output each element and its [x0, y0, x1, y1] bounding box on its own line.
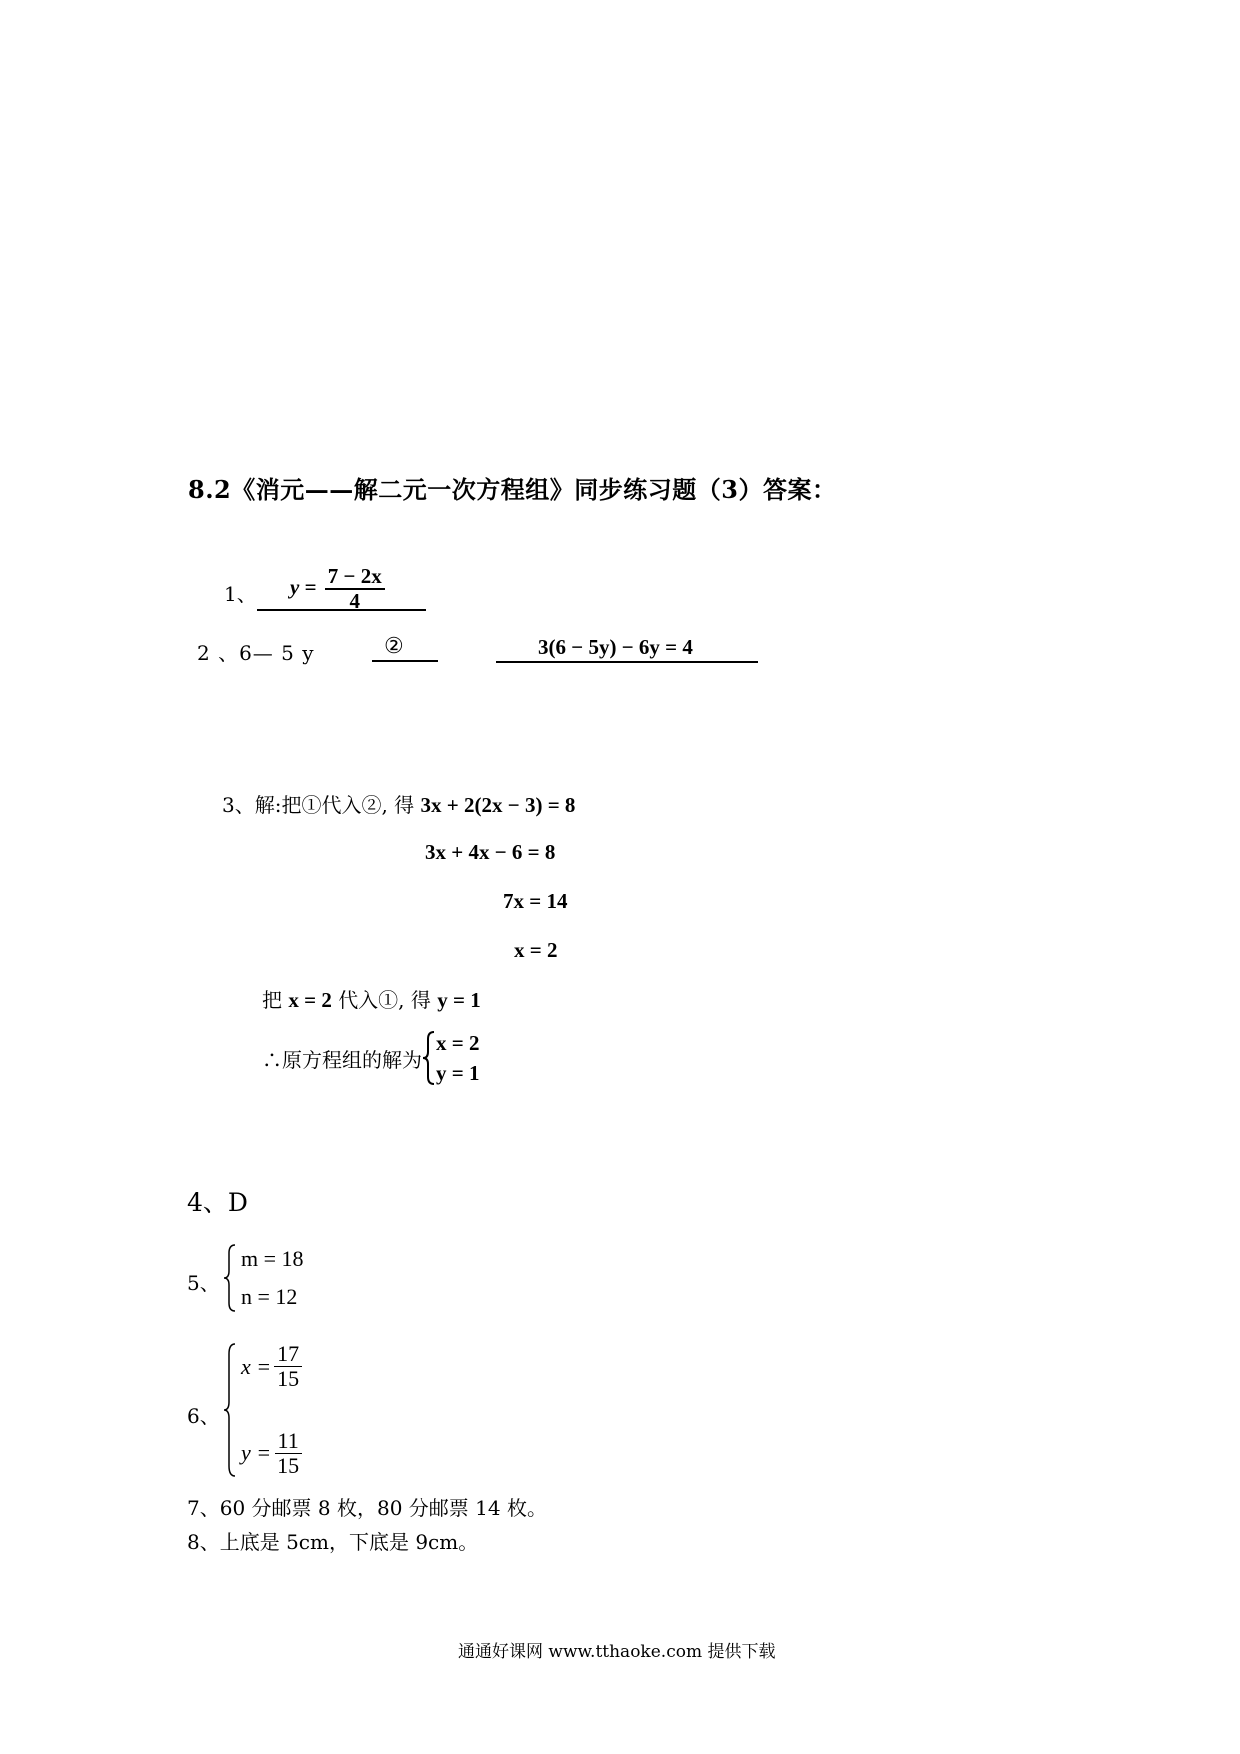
q6-label: 6、 [187, 1404, 220, 1428]
q3-sub-y: y = 1 [437, 988, 481, 1012]
q6-y-fraction [274, 1429, 302, 1478]
q6-row-y [241, 1429, 305, 1478]
q5-row1: m = 18 [241, 1246, 304, 1271]
q2-expression-underline [496, 661, 758, 663]
q4-answer: 4、D [187, 1188, 248, 1217]
q2-circle-underline [372, 660, 438, 662]
q1-lhs: y [290, 574, 300, 599]
q5-system [223, 1243, 304, 1313]
q6-y-denominator: 15 [277, 1452, 300, 1478]
q6-row-x [241, 1342, 305, 1391]
q3-sub-x: x = 2 [288, 988, 332, 1012]
footer-credit: 通通好课网 www.tthaoke.com 提供下载 [458, 1642, 776, 1662]
q3-solution-rows [436, 1030, 479, 1086]
q6-x-denominator: 15 [277, 1366, 300, 1392]
q2-expression: 3(6 − 5y) − 6y = 4 [538, 635, 693, 659]
q6-y-lhs: y = [241, 1440, 272, 1466]
q1-eq: = [304, 574, 317, 599]
q3-line3: 7x = 14 [503, 889, 568, 913]
q3-label: 3、解:把①代入②, 得 [222, 793, 415, 817]
q3-conclusion [262, 1030, 479, 1086]
q3-first-line [222, 789, 575, 818]
q3-sub-mid: 代入①, 得 [338, 988, 431, 1012]
q1-label: 1、 [224, 582, 257, 606]
q3-line1: 3x + 2(2x − 3) = 8 [420, 793, 576, 817]
q3-sol-y: y = 1 [436, 1061, 480, 1085]
q7-answer: 7、60 分邮票 8 枚，80 分邮票 14 枚。 [187, 1496, 547, 1520]
q6-rows [241, 1342, 305, 1478]
q3-solution-system [422, 1030, 479, 1086]
q6-x-numerator: 17 [274, 1342, 302, 1367]
left-brace-icon [422, 1030, 436, 1086]
q1-answer [290, 565, 388, 613]
q1-numerator: 7 − 2x [325, 565, 385, 590]
q3-sol-x: x = 2 [436, 1031, 480, 1055]
left-brace-icon [223, 1342, 237, 1478]
q2-label: 2 、6— 5 y [197, 641, 315, 665]
q3-line2: 3x + 4x − 6 = 8 [425, 840, 556, 864]
q5-rows [241, 1243, 304, 1313]
q3-substitution [262, 984, 481, 1013]
q6-y-numerator: 11 [275, 1429, 302, 1454]
q2-circle-answer: ② [384, 634, 404, 659]
q3-line4: x = 2 [514, 938, 558, 962]
q8-answer: 8、上底是 5cm，下底是 9cm。 [187, 1530, 479, 1554]
q5-row2: n = 12 [241, 1284, 298, 1309]
q3-sub-prefix: 把 [262, 988, 282, 1012]
left-brace-icon [223, 1243, 237, 1313]
page-title: 8.2《消元——解二元一次方程组》同步练习题（3）答案： [188, 475, 837, 504]
q6-x-fraction [274, 1342, 302, 1391]
q6-system [223, 1342, 305, 1478]
q5-label: 5、 [187, 1271, 220, 1295]
q3-conclusion-text: ∴原方程组的解为 [262, 1047, 422, 1072]
q6-x-lhs: x = [241, 1353, 272, 1379]
q1-denominator: 4 [349, 589, 361, 614]
q1-answer-underline [257, 609, 426, 611]
q1-fraction [325, 565, 385, 613]
